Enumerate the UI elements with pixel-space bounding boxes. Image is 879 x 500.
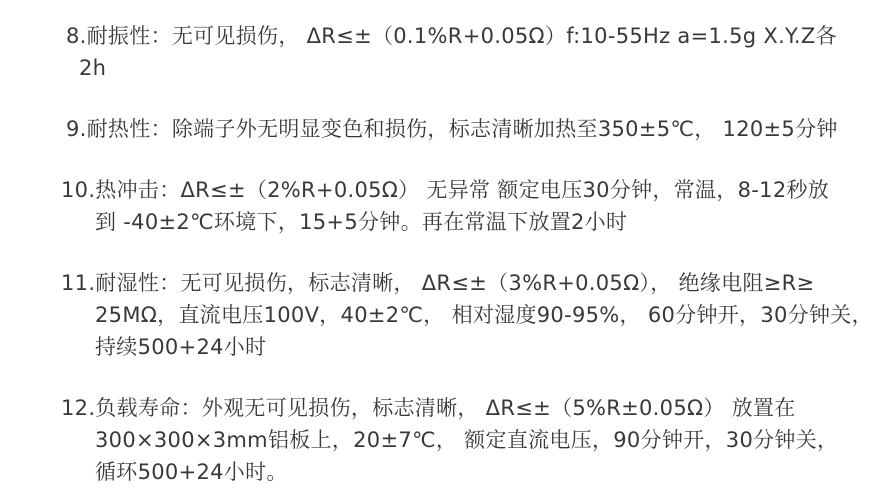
spec-item-8-line-2: 2h (79, 56, 107, 80)
spec-item-12 (0, 392, 879, 488)
spec-item-10-line-2: 到 -40±2℃环境下，15+5分钟。再在常温下放置2小时 (95, 210, 628, 234)
spec-item-8-line-1: 8.耐振性：无可见损伤， ΔR≤±（0.1%R+0.05Ω）f:10-55Hz a=1.5g X.Y.Z各 (66, 24, 837, 48)
spec-item-12-line-2: 300×300×3mm铝板上，20±7℃， 额定直流电压，90分钟开，30分钟关， (95, 428, 839, 452)
spec-item-11 (0, 267, 879, 363)
spec-item-9 (0, 113, 879, 145)
spec-item-8 (0, 20, 879, 84)
spec-item-9-line-1: 9.耐热性：除端子外无明显变色和损伤，标志清晰加热至350±5℃， 120±5分钟 (66, 117, 838, 141)
spec-item-11-line-3: 持续500+24小时 (95, 335, 267, 359)
spec-item-12-line-3: 循环500+24小时。 (95, 460, 288, 484)
spec-item-11-line-1: 11.耐湿性：无可见损伤，标志清晰， ΔR≤±（3%R+0.05Ω）， 绝缘电阻≥R≥ (61, 271, 815, 295)
spec-item-11-line-2: 25MΩ，直流电压100V，40±2℃， 相对湿度90-95%， 60分钟开，30分钟关， (95, 303, 873, 327)
spec-item-10-line-1: 10.热冲击：ΔR≤±（2%R+0.05Ω） 无异常 额定电压30分钟，常温，8-12秒放 (61, 178, 830, 202)
spec-item-10 (0, 174, 879, 238)
spec-item-12-line-1: 12.负载寿命：外观无可见损伤，标志清晰， ΔR≤±（5%R±0.05Ω） 放置在 (61, 396, 796, 420)
